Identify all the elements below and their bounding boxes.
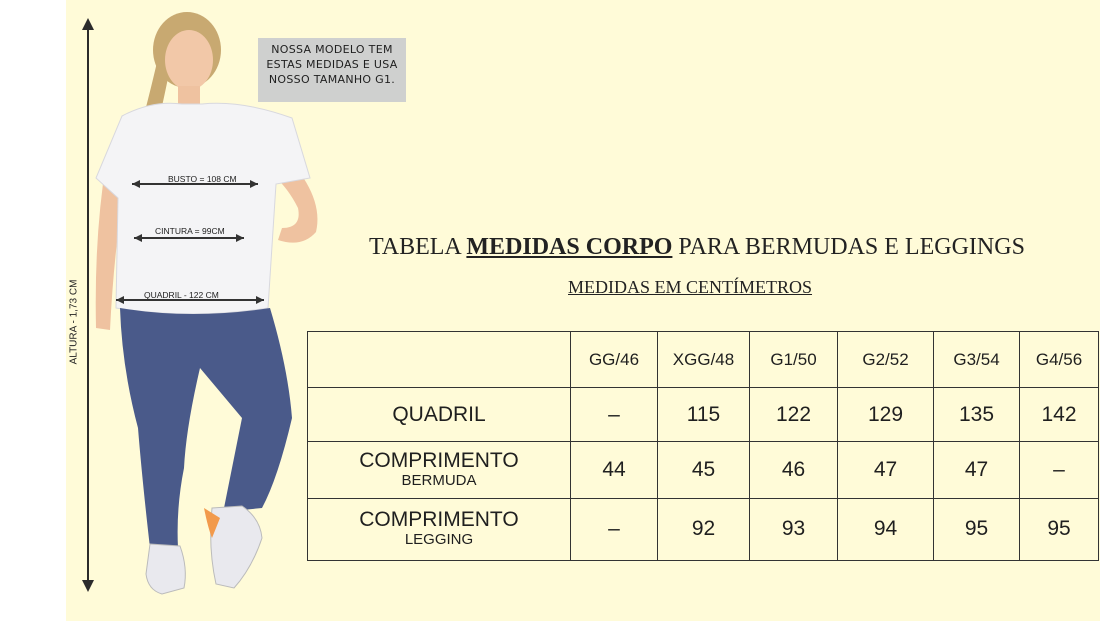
table-cell: 94 — [838, 498, 934, 560]
title-highlight: MEDIDAS CORPO — [466, 234, 673, 260]
hip-measurement: QUADRIL - 122 CM — [144, 290, 219, 300]
row-label: COMPRIMENTO LEGGING — [308, 498, 571, 560]
title-suffix: PARA BERMUDAS E LEGGINGS — [678, 234, 1025, 260]
table-cell: – — [571, 498, 658, 560]
note-line: NOSSA MODELO TEM — [271, 43, 393, 56]
table-cell: 44 — [571, 442, 658, 498]
table-cell: – — [571, 388, 658, 442]
table-cell: 47 — [934, 442, 1020, 498]
waist-measurement: CINTURA = 99CM — [155, 226, 225, 236]
bust-measurement: BUSTO = 108 CM — [168, 174, 237, 184]
size-header: G4/56 — [1020, 332, 1099, 388]
table-header-row — [308, 332, 1099, 388]
size-header: GG/46 — [571, 332, 658, 388]
page-subtitle: MEDIDAS EM CENTÍMETROS — [568, 277, 813, 297]
table-cell: 142 — [1020, 388, 1099, 442]
table-cell: 92 — [658, 498, 750, 560]
table-row — [308, 498, 1099, 560]
note-line: ESTAS MEDIDAS E USA — [266, 58, 398, 71]
page-title — [369, 234, 1089, 261]
model-note-box — [258, 38, 406, 102]
table-cell: 47 — [838, 442, 934, 498]
row-label: QUADRIL — [308, 388, 571, 442]
height-line — [87, 26, 89, 586]
table-cell: 45 — [658, 442, 750, 498]
title-prefix: TABELA — [369, 234, 461, 260]
table-corner-cell — [308, 332, 571, 388]
table-cell: 46 — [750, 442, 838, 498]
size-header: XGG/48 — [658, 332, 750, 388]
size-table — [307, 331, 1099, 561]
table-row — [308, 388, 1099, 442]
height-label: ALTURA - 1,73 CM — [68, 279, 80, 365]
row-label: COMPRIMENTO BERMUDA — [308, 442, 571, 498]
size-header: G1/50 — [750, 332, 838, 388]
table-cell: 122 — [750, 388, 838, 442]
table-cell: 115 — [658, 388, 750, 442]
note-line: NOSSO TAMANHO G1. — [268, 73, 396, 86]
table-cell: – — [1020, 442, 1099, 498]
table-cell: 93 — [750, 498, 838, 560]
table-row — [308, 442, 1099, 498]
size-header: G2/52 — [838, 332, 934, 388]
size-header: G3/54 — [934, 332, 1020, 388]
table-cell: 129 — [838, 388, 934, 442]
table-cell: 135 — [934, 388, 1020, 442]
table-cell: 95 — [934, 498, 1020, 560]
table-cell: 95 — [1020, 498, 1099, 560]
